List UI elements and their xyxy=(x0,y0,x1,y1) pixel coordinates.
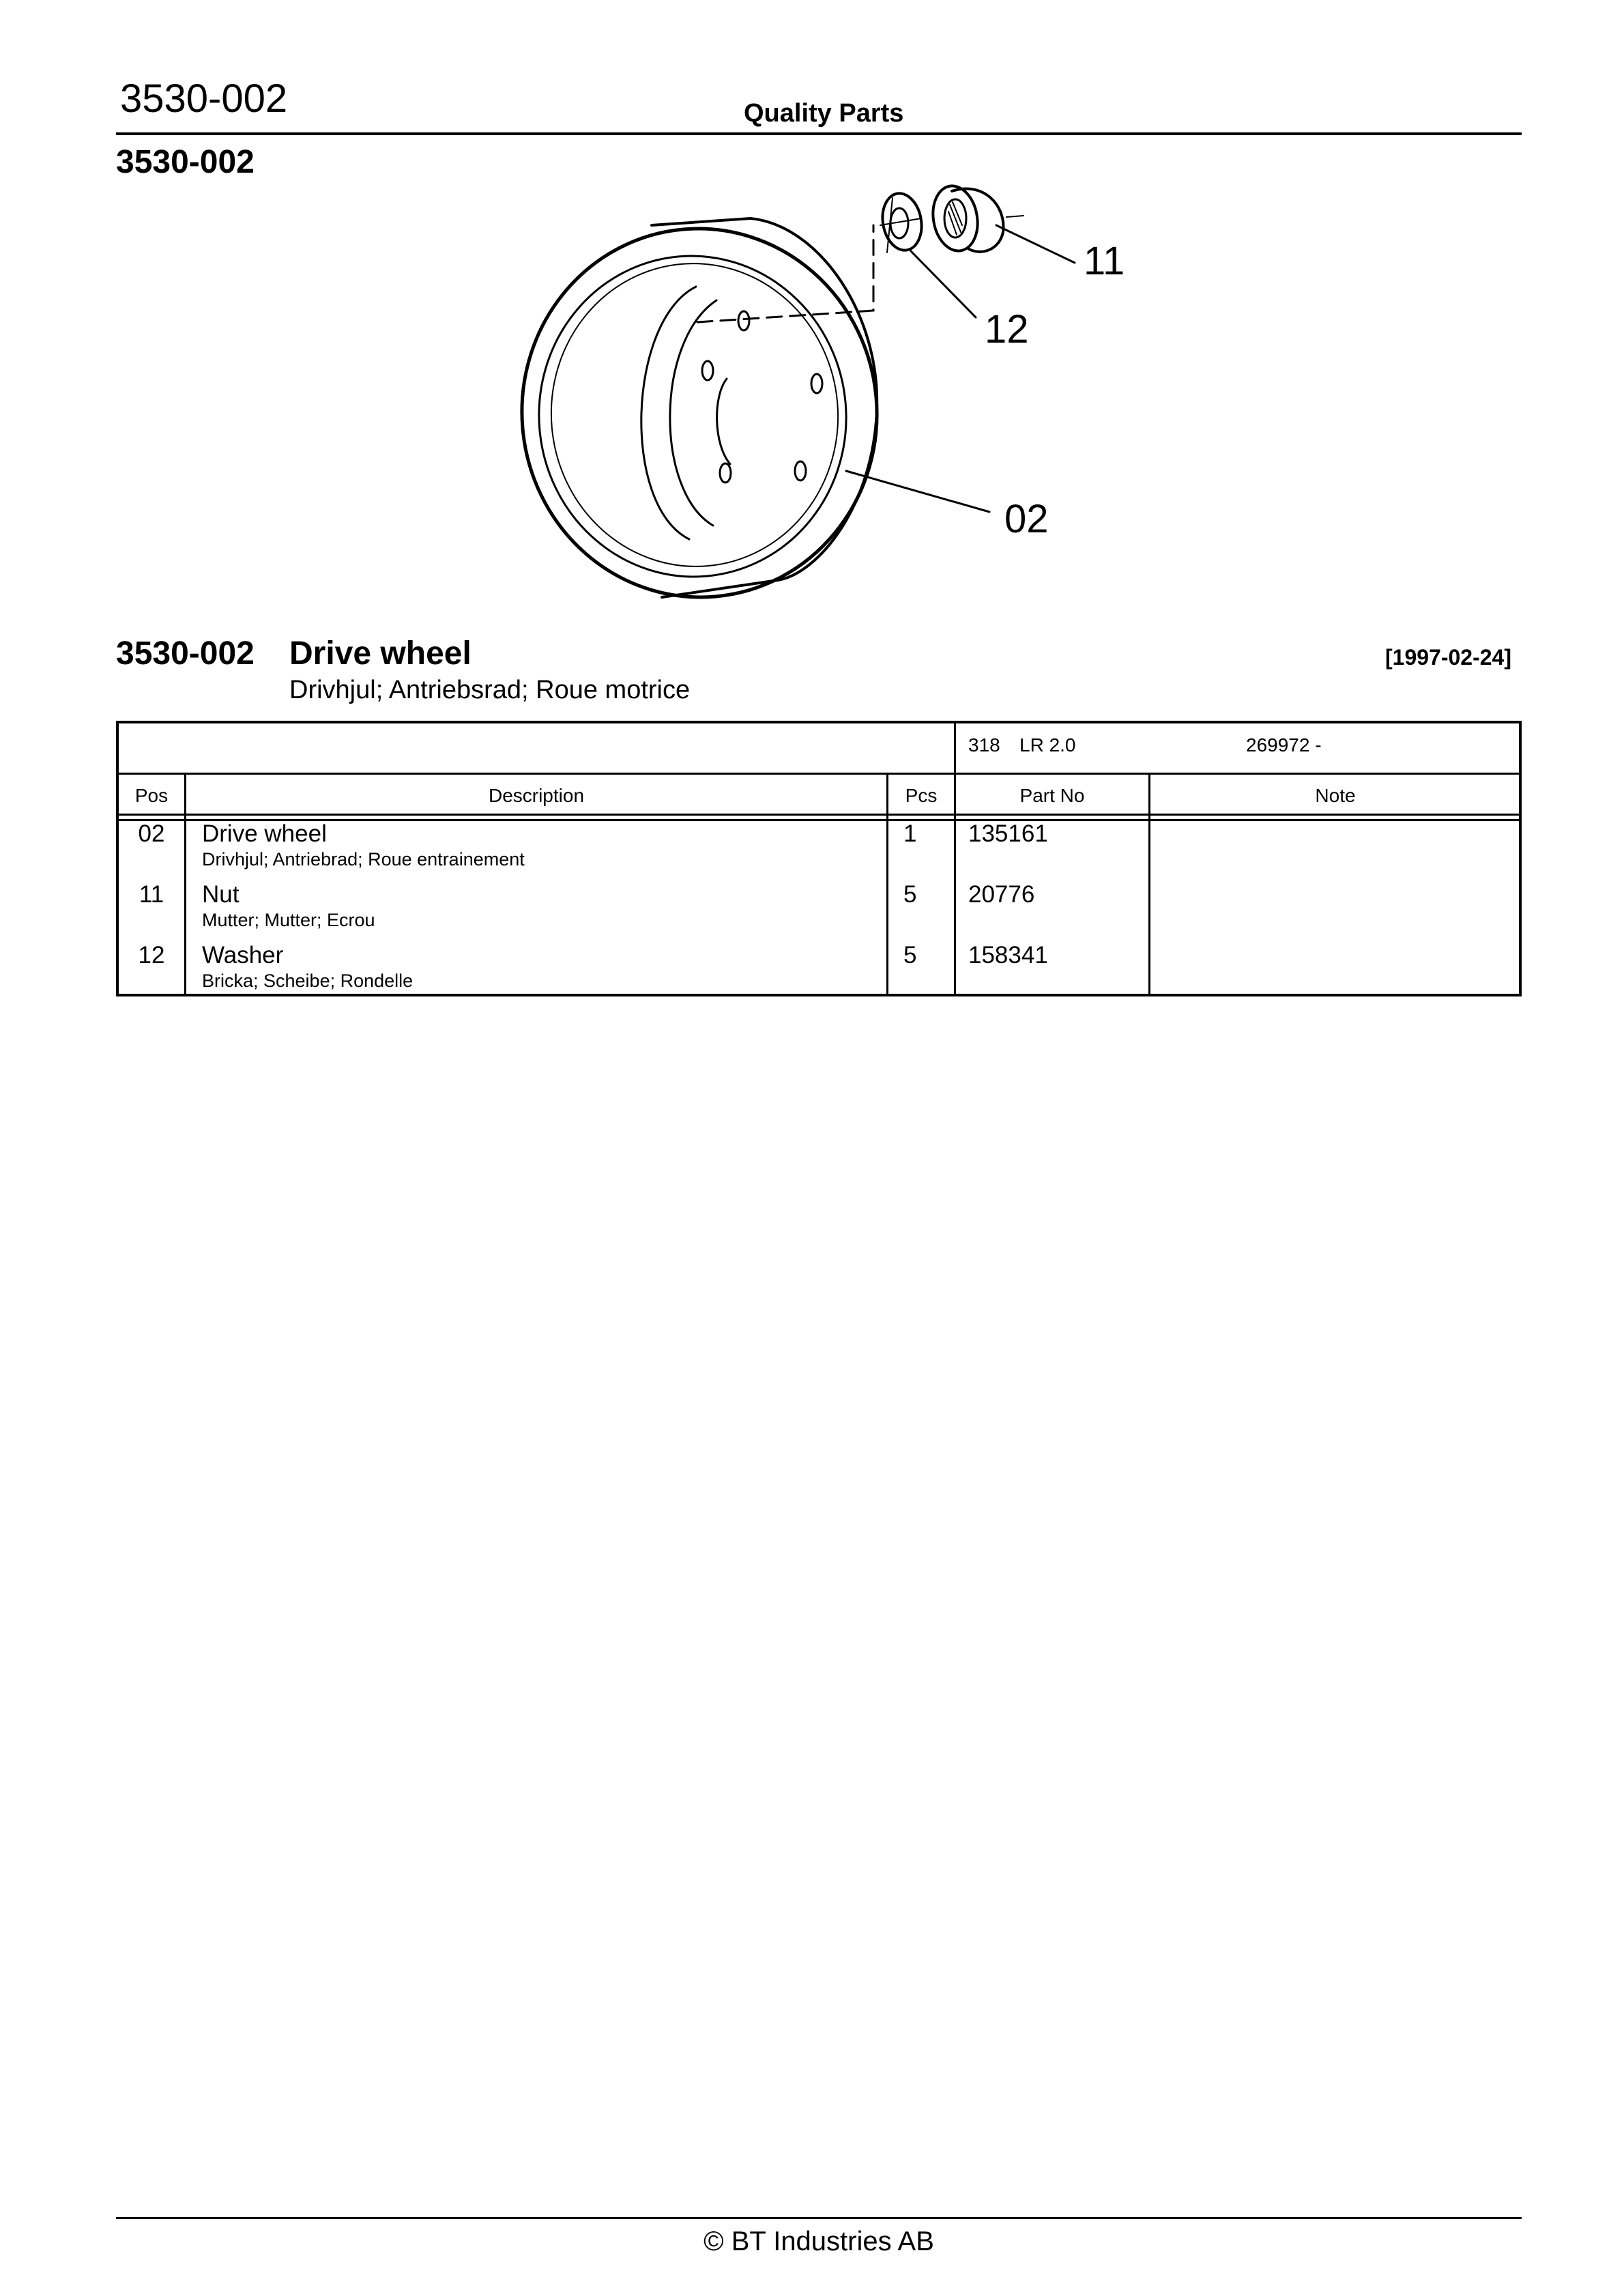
bolt-hole xyxy=(811,374,822,393)
header-divider xyxy=(116,132,1522,135)
row-pcs: 1 xyxy=(903,820,917,847)
leader-line-02 xyxy=(846,471,989,512)
column-header-part-no: Part No xyxy=(1019,785,1085,806)
bolt-hole xyxy=(738,311,749,330)
assembly-dashed-line xyxy=(697,225,873,322)
bolt-hole xyxy=(702,361,713,380)
footer-divider xyxy=(116,2217,1522,2219)
row-pcs: 5 xyxy=(903,881,917,908)
row-description: Nut xyxy=(202,881,240,908)
row-pos: 11 xyxy=(139,881,164,908)
row-pos: 12 xyxy=(138,942,165,968)
callout-02: 02 xyxy=(1004,497,1049,541)
column-header-note: Note xyxy=(1315,785,1356,806)
row-description: Drive wheel xyxy=(202,820,327,847)
exploded-view-diagram xyxy=(478,164,1160,614)
column-divider xyxy=(184,773,186,996)
column-header-pos: Pos xyxy=(134,785,169,806)
document-number: 3530-002 xyxy=(120,76,288,121)
hub-curve xyxy=(641,287,696,539)
callout-12: 12 xyxy=(985,307,1029,351)
header-title: Quality Parts xyxy=(744,99,904,128)
item-date: [1997-02-24] xyxy=(1385,645,1511,670)
validity-serial-range: 269972 - xyxy=(1246,734,1322,756)
row-pos: 02 xyxy=(138,820,165,847)
item-code: 3530-002 xyxy=(116,635,255,672)
row-translations: Drivhjul; Antriebrad; Roue entrainement xyxy=(202,849,525,870)
row-part-no: 135161 xyxy=(968,820,1048,847)
row-description: Washer xyxy=(202,942,284,968)
row-translations: Bricka; Scheibe; Rondelle xyxy=(202,971,414,991)
parts-table xyxy=(116,721,1522,996)
row-translations: Mutter; Mutter; Ecrou xyxy=(202,910,375,930)
column-divider xyxy=(1148,773,1150,996)
leader-line-12 xyxy=(911,251,976,317)
column-header-pcs: Pcs xyxy=(905,785,938,806)
validity-variant: LR 2.0 xyxy=(1019,734,1076,756)
table-divider xyxy=(119,819,1520,821)
column-divider xyxy=(886,773,888,996)
leader-line-11 xyxy=(996,225,1075,263)
bolt-hole xyxy=(795,461,806,480)
row-part-no: 158341 xyxy=(968,942,1048,968)
item-title: Drive wheel xyxy=(289,635,472,672)
item-subtitle: Drivhjul; Antriebsrad; Roue motrice xyxy=(289,676,691,704)
section-code: 3530-002 xyxy=(116,144,255,180)
table-divider xyxy=(119,814,1520,816)
table-divider xyxy=(119,773,1520,775)
row-part-no: 20776 xyxy=(968,881,1035,908)
bolt-hole xyxy=(720,463,731,483)
validity-model: 318 xyxy=(968,734,1000,756)
footer-copyright: © BT Industries AB xyxy=(704,2226,934,2256)
wheel-inner-rim xyxy=(525,243,859,589)
column-divider xyxy=(954,723,956,996)
row-pcs: 5 xyxy=(903,942,917,968)
column-header-description: Description xyxy=(488,785,585,806)
hub-curve-2 xyxy=(670,300,716,526)
callout-11: 11 xyxy=(1084,239,1125,283)
hub-inner xyxy=(717,379,730,464)
